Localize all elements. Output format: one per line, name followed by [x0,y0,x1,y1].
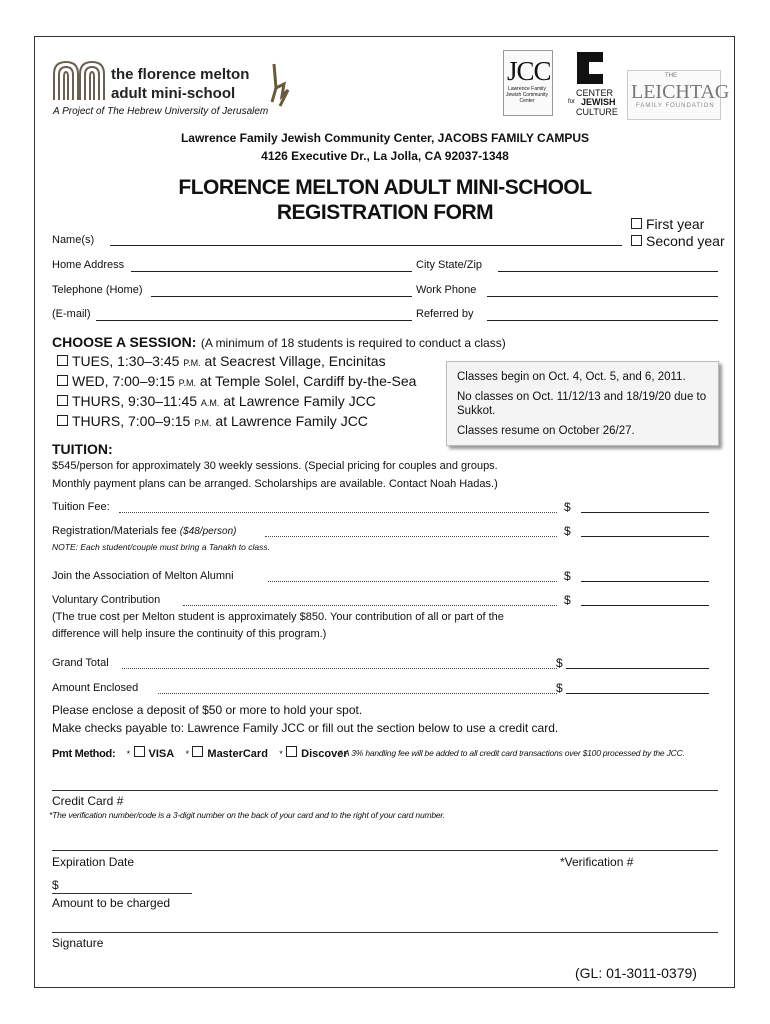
session-place: at Seacrest Village, Encinitas [204,353,386,369]
session-place: at Lawrence Family JCC [215,413,368,429]
referred-by-line [487,320,718,321]
session-ampm: P.M. [178,378,196,388]
work-phone-label: Work Phone [416,284,477,296]
cjc-logo-icon [571,48,609,88]
handling-fee-note: * A 3% handling fee will be added to all credit card transactions over $100 processed by the JCC. [339,748,685,758]
schedule-line2: No classes on Oct. 11/12/13 and 18/19/20 due to Sukkot. [457,391,707,417]
star-mark: * [126,749,131,759]
registration-fee-line [581,536,709,537]
mastercard-option[interactable] [192,746,268,760]
session-option-thurs-am[interactable] [57,393,376,409]
session-option-tues[interactable] [57,353,386,369]
names-label: Name(s) [52,234,95,246]
voluntary-label: Voluntary Contribution [52,594,161,606]
expiration-input[interactable] [148,855,548,869]
second-year-label: Second year [646,233,725,249]
tuition-fee-label: Tuition Fee: [52,501,110,513]
signature-label: Signature [52,936,104,950]
home-address-label: Home Address [52,259,125,271]
checkbox-icon[interactable] [286,746,297,757]
true-cost-text2: difference will help insure the continuity of this program.) [52,628,327,640]
class-schedule-box [446,361,719,446]
registration-fee-input[interactable] [581,521,709,535]
jcc-logo-subtext: Lawrence Family Jewish Community Center [506,86,548,104]
lion-emblem-icon [268,62,294,108]
org-line: Lawrence Family Jewish Community Center, JACOBS FAMILY CAMPUS [180,131,590,145]
amount-dollar: $ [52,878,59,892]
email-label: (E-mail) [52,308,91,320]
leader-dots [268,581,557,582]
dollar-sign: $ [556,681,563,695]
voluntary-line [581,605,709,606]
checkbox-icon[interactable] [192,746,203,757]
registration-fee-row [52,525,237,537]
payment-method-label: Pmt Method: [52,748,116,760]
checkbox-icon[interactable] [57,395,68,406]
telephone-home-line [151,296,412,297]
divider [52,932,718,933]
checkbox-icon[interactable] [631,235,642,246]
checkbox-icon[interactable] [134,746,145,757]
work-phone-line [487,296,718,297]
amount-charged-input[interactable] [62,878,190,892]
leader-dots [265,536,557,537]
session-header [52,334,506,352]
names-input[interactable] [110,231,622,245]
dollar-sign: $ [556,656,563,670]
form-title-line1: FLORENCE MELTON ADULT MINI-SCHOOL [178,176,592,199]
session-time: WED, 7:00–9:15 [72,373,175,389]
home-address-input[interactable] [131,256,412,270]
work-phone-input[interactable] [487,281,718,295]
cjc-line3: CULTURE [576,107,618,117]
divider [52,850,718,851]
alumni-line [581,581,709,582]
session-time: THURS, 7:00–9:15 [72,413,191,429]
checkbox-icon[interactable] [631,218,642,229]
amount-charged-label: Amount to be charged [52,896,171,910]
discover-label: Discover [301,748,348,760]
leichtag-the: THE [665,73,677,79]
verification-label: *Verification # [560,855,634,869]
names-field-line [110,245,622,246]
address-line: 4126 Executive Dr., La Jolla, CA 92037-1348 [261,149,509,163]
session-time: THURS, 9:30–11:45 [72,393,198,409]
city-state-zip-label: City State/Zip [416,259,483,271]
city-state-zip-line [498,271,718,272]
alumni-label: Join the Association of Melton Alumni [52,570,234,582]
session-ampm: P.M. [183,358,201,368]
dollar-sign: $ [564,524,571,538]
true-cost-text1: (The true cost per Melton student is approximately $850. Your contribution of all or part of the [52,611,504,623]
verification-note: *The verification number/code is a 3-digit number on the back of your card and to the right of your card number. [49,810,445,820]
cjc-line1: CENTER [576,88,614,98]
checkbox-icon[interactable] [57,415,68,426]
dollar-sign: $ [564,593,571,607]
referred-by-input[interactable] [487,305,718,319]
email-input[interactable] [96,305,412,319]
gl-code: (GL: 01-3011-0379) [575,965,697,981]
tuition-fee-line [581,512,709,513]
city-state-zip-input[interactable] [498,256,718,270]
verification-input[interactable] [648,855,714,869]
session-ampm: P.M. [194,418,212,428]
grand-total-line [566,668,709,669]
amount-enclosed-label: Amount Enclosed [52,682,139,694]
leader-dots [158,693,557,694]
email-line [96,320,412,321]
schedule-line1: Classes begin on Oct. 4, Oct. 5, and 6, 2011. [457,371,686,383]
divider [52,790,718,791]
checkbox-icon[interactable] [57,375,68,386]
tuition-text1: $545/person for approximately 30 weekly sessions. (Special pricing for couples and groups. [52,460,498,472]
second-year-option[interactable] [631,233,725,249]
mastercard-label: MasterCard [207,748,268,760]
melton-tagline: A Project of The Hebrew University of Jerusalem [53,106,269,117]
grand-total-input[interactable] [566,653,709,667]
amount-charged-line [52,893,192,894]
leichtag-sub: FAMILY FOUNDATION [636,103,715,109]
leader-dots [122,668,557,669]
star-mark: * [279,749,283,759]
amount-enclosed-input[interactable] [566,678,709,692]
jcc-logo-text: JCC [507,56,551,86]
visa-label: VISA [148,748,175,760]
tuition-fee-input[interactable] [581,497,709,511]
form-title-line2: REGISTRATION FORM [276,201,494,224]
session-ampm: A.M. [200,398,220,408]
telephone-home-input[interactable] [151,281,412,295]
registration-fee-amount: ($48/person) [179,526,237,537]
session-time: TUES, 1:30–3:45 [72,353,180,369]
grand-total-label: Grand Total [52,657,109,669]
credit-card-label: Credit Card # [52,794,124,808]
dollar-sign: $ [564,500,571,514]
alumni-input[interactable] [581,566,709,580]
telephone-home-label: Telephone (Home) [52,284,143,296]
session-heading: CHOOSE A SESSION: [52,334,197,350]
leader-dots [119,512,557,513]
referred-by-label: Referred by [416,308,474,320]
leader-dots [183,605,557,606]
visa-option[interactable] [134,746,175,760]
melton-logo-icon [52,60,108,102]
cjc-line2: JEWISH [581,97,616,107]
cjc-for: for [568,99,576,105]
expiration-label: Expiration Date [52,855,135,869]
first-year-label: First year [646,216,705,232]
payment-method-row [52,746,348,760]
signature-input[interactable] [120,936,710,950]
checks-text: Make checks payable to: Lawrence Family JCC or fill out the section below to use a credit card. [52,721,559,735]
dollar-sign: $ [564,569,571,583]
melton-title-line1: the florence melton [111,66,250,83]
session-option-wed[interactable] [57,373,416,389]
tuition-heading: TUITION: [52,441,113,457]
voluntary-input[interactable] [581,590,709,604]
first-year-option[interactable] [631,216,704,232]
tanakh-note: NOTE: Each student/couple must bring a Tanakh to class. [52,542,270,552]
star-mark: * [185,749,190,759]
credit-card-input[interactable] [140,794,710,808]
deposit-text: Please enclose a deposit of $50 or more to hold your spot. [52,703,363,717]
melton-title-line2: adult mini-school [111,85,236,102]
session-option-thurs-pm[interactable] [57,413,368,429]
amount-enclosed-line [566,693,709,694]
checkbox-icon[interactable] [57,355,68,366]
tuition-text2: Monthly payment plans can be arranged. Scholarships are available. Contact Noah Hadas.) [52,478,498,490]
session-place: at Temple Solel, Cardiff by-the-Sea [199,373,417,389]
registration-fee-label: Registration/Materials fee [52,525,177,537]
session-note: (A minimum of 18 students is required to conduct a class) [200,336,506,350]
schedule-line3: Classes resume on October 26/27. [457,425,635,437]
leichtag-name: LEICHTAG [631,81,730,103]
home-address-line [131,271,412,272]
session-place: at Lawrence Family JCC [223,393,376,409]
